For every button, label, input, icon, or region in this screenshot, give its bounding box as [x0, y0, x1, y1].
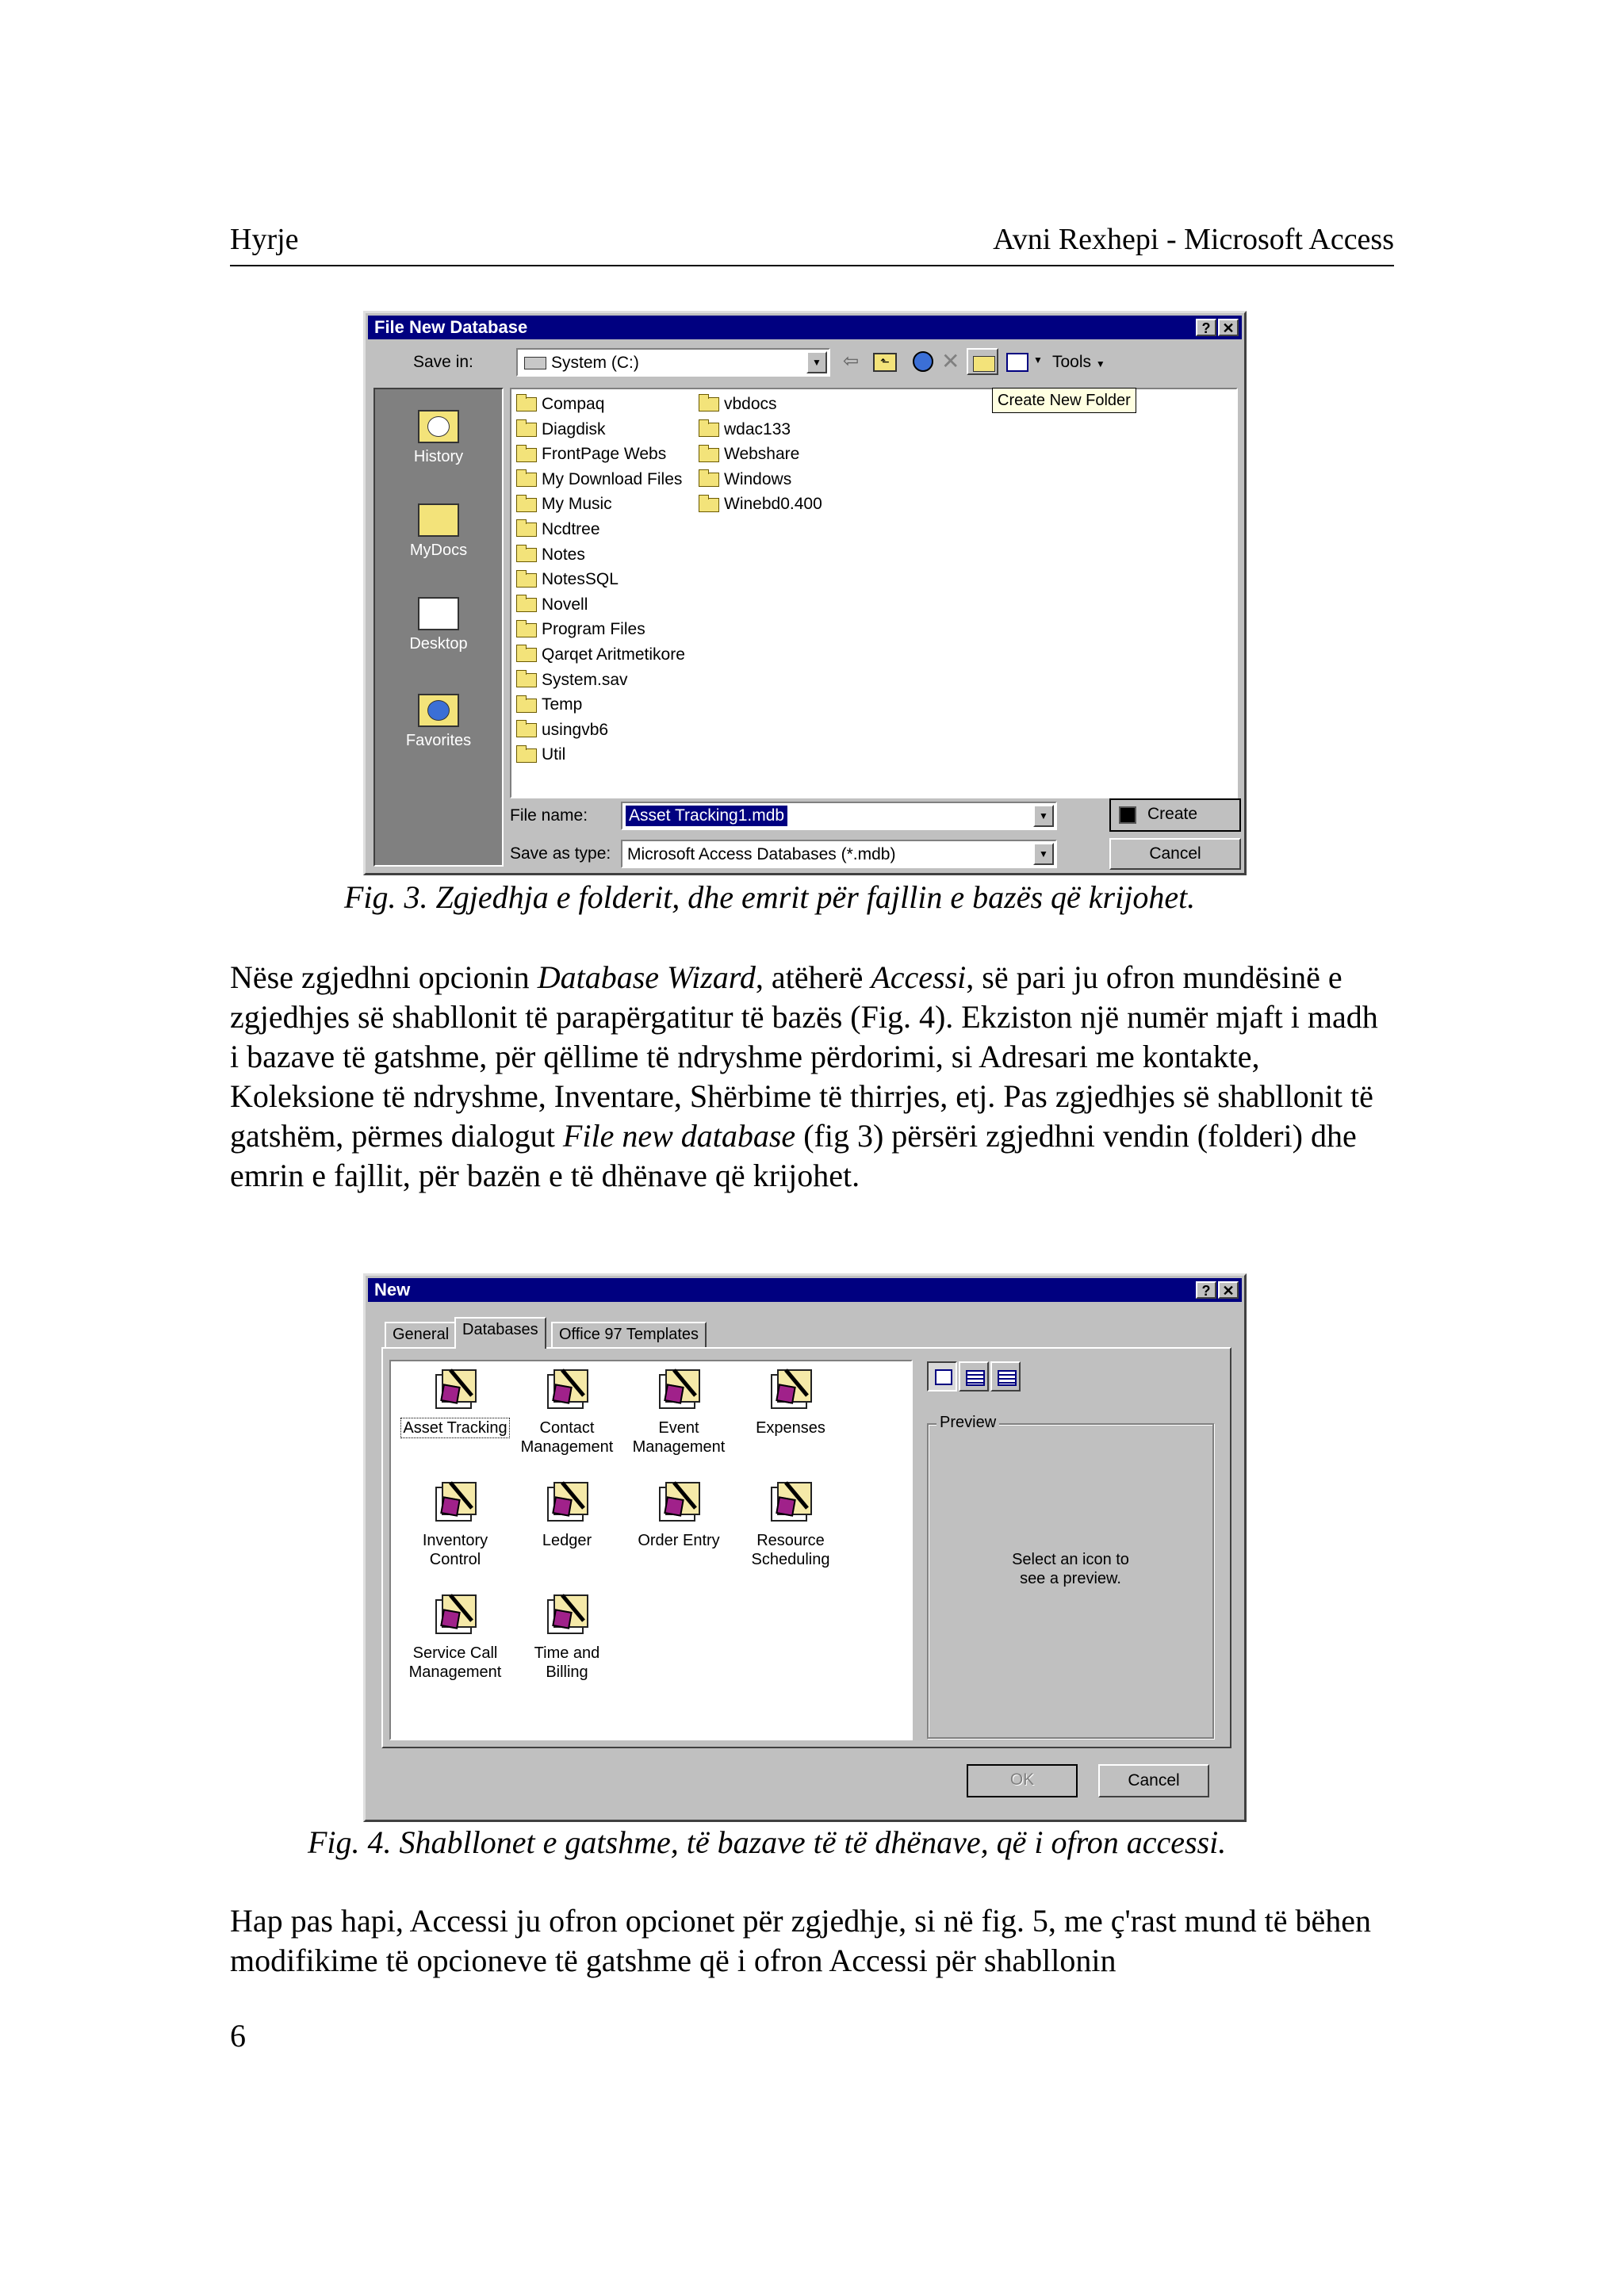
template-label: Event Management	[632, 1419, 726, 1456]
folder-item[interactable]	[699, 442, 799, 466]
tools-menu[interactable]	[1052, 353, 1105, 372]
folder-icon	[699, 397, 719, 412]
folder-icon	[516, 423, 537, 437]
folder-icon	[516, 498, 537, 512]
file-name-input[interactable]	[621, 802, 1057, 830]
template-item[interactable]	[508, 1591, 626, 1682]
search-web-icon[interactable]	[913, 351, 933, 372]
delete-icon[interactable]: ✕	[941, 349, 960, 373]
template-label: Resource Scheduling	[751, 1532, 830, 1568]
database-wizard-icon	[431, 1479, 480, 1525]
folder-label: Program Files	[542, 620, 645, 639]
page-number: 6	[230, 2018, 246, 2054]
database-wizard-icon	[654, 1366, 703, 1412]
dialog-titlebar	[368, 1278, 1242, 1302]
close-button[interactable]: ✕	[1218, 1281, 1239, 1299]
place-mydocs[interactable]	[375, 503, 502, 560]
template-item[interactable]	[508, 1366, 626, 1457]
folder-item[interactable]	[516, 418, 606, 442]
template-item[interactable]	[396, 1591, 515, 1682]
file-name-value: Asset Tracking1.mdb	[626, 806, 787, 826]
folder-label: Winebd0.400	[724, 495, 822, 514]
folder-item[interactable]	[699, 418, 791, 442]
place-history[interactable]	[375, 410, 502, 466]
preview-group	[927, 1414, 1214, 1739]
views-icon[interactable]	[1006, 353, 1028, 372]
folder-item[interactable]	[516, 442, 666, 466]
template-label: Order Entry	[638, 1532, 720, 1549]
folder-icon	[699, 448, 719, 462]
folder-icon	[516, 673, 537, 687]
place-favorites[interactable]	[375, 694, 502, 750]
save-disk-icon	[1119, 806, 1136, 824]
template-item[interactable]	[619, 1479, 738, 1550]
desktop-icon	[418, 597, 459, 630]
folder-label: FrontPage Webs	[542, 445, 667, 464]
template-item[interactable]	[396, 1479, 515, 1569]
folder-item[interactable]	[516, 518, 600, 542]
template-label: Asset Tracking	[403, 1419, 508, 1437]
folder-icon	[516, 448, 537, 462]
ok-button[interactable]: OK	[967, 1764, 1078, 1797]
folder-label: Diagdisk	[542, 419, 606, 438]
database-wizard-icon	[431, 1366, 480, 1412]
close-button[interactable]: ✕	[1218, 319, 1239, 336]
database-wizard-icon	[766, 1479, 815, 1525]
dialog-title: New	[374, 1280, 411, 1300]
save-as-type-value: Microsoft Access Databases (*.mdb)	[627, 845, 896, 863]
place-label: Desktop	[409, 635, 468, 653]
folder-label: usingvb6	[542, 720, 609, 739]
cancel-button[interactable]: Cancel	[1109, 838, 1241, 870]
list-view-button[interactable]	[959, 1361, 989, 1391]
place-label: History	[413, 448, 464, 465]
header-right: Avni Rexhepi - Microsoft Access	[993, 223, 1394, 256]
template-item[interactable]	[731, 1479, 850, 1569]
cancel-button[interactable]: Cancel	[1098, 1764, 1209, 1797]
folder-icon	[516, 523, 537, 537]
create-button[interactable]	[1109, 798, 1241, 832]
back-icon[interactable]: ⇦	[843, 350, 860, 372]
new-folder-icon[interactable]	[967, 348, 998, 375]
file-list[interactable]	[510, 388, 1238, 798]
folder-icon	[516, 573, 537, 588]
folder-icon	[516, 397, 537, 412]
template-item[interactable]	[396, 1366, 515, 1437]
save-as-type-combo[interactable]	[621, 840, 1057, 868]
template-label: Service Call Management	[408, 1644, 502, 1681]
chevron-down-icon[interactable]: ▼	[806, 351, 827, 373]
folder-item[interactable]	[516, 468, 682, 492]
database-wizard-icon	[542, 1479, 592, 1525]
folder-label: My Download Files	[542, 469, 683, 488]
folder-item[interactable]	[516, 543, 585, 567]
folder-icon	[516, 598, 537, 612]
place-label: Favorites	[405, 732, 472, 749]
place-desktop[interactable]	[375, 597, 502, 653]
template-item[interactable]	[619, 1366, 738, 1457]
folder-label: Qarqet Aritmetikore	[542, 645, 685, 664]
help-button[interactable]: ?	[1196, 319, 1216, 336]
template-label: Expenses	[756, 1419, 825, 1437]
tools-chevron-icon: ▼	[1095, 358, 1105, 369]
folder-label: Novell	[542, 595, 588, 614]
folder-item[interactable]	[516, 492, 612, 516]
save-in-combo[interactable]	[516, 348, 830, 377]
database-wizard-icon	[766, 1366, 815, 1412]
favorites-icon	[418, 694, 459, 727]
folder-icon	[699, 498, 719, 512]
database-wizard-icon	[542, 1591, 592, 1637]
folder-label: My Music	[542, 495, 612, 514]
folder-label: Ncdtree	[542, 520, 600, 538]
folder-label: Compaq	[542, 395, 605, 413]
tools-label: Tools	[1052, 353, 1092, 371]
preview-hint-line-2: see a preview.	[1020, 1570, 1121, 1587]
folder-label: Temp	[542, 695, 583, 714]
folder-label: System.sav	[542, 670, 628, 689]
template-label: Time and Billing	[534, 1644, 600, 1681]
paragraph-1: Nëse zgjedhni opcionin Database Wizard, atëherë Accessi, së pari ju ofron mundësinë e zgjedhjes së shabllonit të parapërgatitur të bazës (Fig. 4). Ekziston një numër mjaft i madh i bazave të gatshme, për qëllime të ndryshme përdorimi, si Adresari me kontakte, Koleksione të ndryshme, Inventare, Shërbime të thirrjes, etj. Pas zgjedhjes së shabllonit të gatshëm, përmes dialogut File new database (fig 3) përsëri zgjedhni vendin (folderi) dhe emrin e fajllit, për bazën e të dhënave që krijohet.	[230, 959, 1378, 1193]
folder-label: vbdocs	[724, 395, 777, 413]
create-new-folder-tooltip: Create New Folder	[992, 388, 1136, 413]
create-label: Create	[1147, 805, 1198, 823]
folder-icon	[699, 423, 719, 437]
preview-hint	[929, 1550, 1212, 1588]
folder-icon	[516, 623, 537, 637]
dialog-titlebar	[368, 316, 1242, 339]
paragraph-2: Hap pas hapi, Accessi ju ofron opcionet për zgjedhje, si në fig. 5, me ç'rast mund të bëhen modifikime të opcioneve të gatshme që i ofron Accessi për shabllonin	[230, 1903, 1372, 1978]
help-button[interactable]: ?	[1196, 1281, 1216, 1299]
chevron-down-icon[interactable]: ▼	[1033, 805, 1054, 827]
folder-icon	[516, 648, 537, 662]
folder-item[interactable]	[516, 718, 608, 742]
folder-label: Windows	[724, 469, 792, 488]
folder-item[interactable]	[699, 492, 822, 516]
folder-item[interactable]	[516, 618, 645, 641]
folder-icon	[516, 473, 537, 487]
tab-databases[interactable]: Databases	[454, 1317, 546, 1349]
folder-icon	[516, 748, 537, 763]
template-item[interactable]	[508, 1479, 626, 1550]
save-as-type-label: Save as type:	[510, 844, 611, 863]
place-label: MyDocs	[409, 542, 468, 559]
template-item[interactable]	[731, 1366, 850, 1437]
preview-hint-line-1: Select an icon to	[1012, 1551, 1129, 1568]
page-header	[230, 220, 1394, 266]
new-dialog	[363, 1273, 1247, 1822]
places-bar	[373, 388, 504, 867]
tab-office-97-templates[interactable]: Office 97 Templates	[551, 1322, 707, 1347]
views-dropdown-icon[interactable]: ▼	[1033, 354, 1043, 366]
folder-item[interactable]	[516, 392, 604, 416]
folder-item[interactable]	[516, 743, 565, 767]
template-label: Inventory Control	[422, 1532, 488, 1568]
fig3-caption: Fig. 3. Zgjedhja e folderit, dhe emrit për fajllin e bazës që krijohet.	[344, 879, 1196, 915]
details-view-button[interactable]	[990, 1361, 1021, 1391]
save-in-value: System (C:)	[551, 354, 639, 372]
folder-label: wdac133	[724, 419, 791, 438]
folder-label: Webshare	[724, 445, 800, 464]
dialog-title: File New Database	[374, 317, 528, 337]
template-label: Contact Management	[520, 1419, 614, 1456]
drive-icon	[524, 357, 546, 369]
folder-item[interactable]	[516, 693, 582, 717]
folder-label: Util	[542, 745, 566, 764]
tab-general[interactable]: General	[385, 1322, 457, 1347]
file-new-database-dialog	[363, 311, 1247, 875]
tab-panel	[381, 1347, 1231, 1748]
header-left: Hyrje	[230, 223, 299, 256]
preview-label: Preview	[936, 1414, 999, 1432]
folder-item[interactable]	[699, 468, 791, 492]
chevron-down-icon[interactable]: ▼	[1033, 843, 1054, 865]
folder-item[interactable]	[516, 568, 619, 591]
database-wizard-icon	[654, 1479, 703, 1525]
folder-label: NotesSQL	[542, 570, 619, 589]
folder-item[interactable]	[699, 392, 777, 416]
database-wizard-icon	[542, 1366, 592, 1412]
up-folder-icon[interactable]: ⬑	[873, 353, 897, 372]
folder-item[interactable]	[516, 668, 628, 692]
large-icons-view-button[interactable]	[927, 1361, 957, 1391]
history-icon	[418, 410, 459, 443]
template-list[interactable]	[389, 1360, 913, 1740]
folder-icon	[516, 548, 537, 562]
file-name-label: File name:	[510, 806, 588, 825]
folder-icon	[699, 473, 719, 487]
save-in-label: Save in:	[413, 353, 473, 371]
folder-icon	[516, 699, 537, 713]
folder-item[interactable]	[516, 643, 685, 667]
my-documents-icon	[418, 503, 459, 537]
fig4-caption: Fig. 4. Shabllonet e gatshme, të bazave të të dhënave, që i ofron accessi.	[308, 1824, 1227, 1860]
folder-icon	[516, 723, 537, 737]
folder-label: Notes	[542, 545, 585, 564]
folder-item[interactable]	[516, 593, 588, 617]
database-wizard-icon	[431, 1591, 480, 1637]
view-buttons	[927, 1361, 1038, 1393]
template-label: Ledger	[542, 1532, 592, 1549]
